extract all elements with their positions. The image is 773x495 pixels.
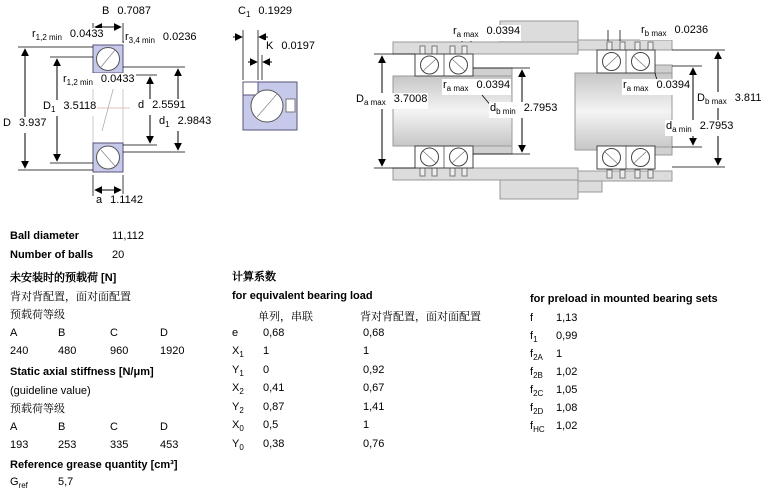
factor-value-paired: 1,41 <box>363 401 385 413</box>
preload-values-row <box>10 345 240 363</box>
calc-factors-subtitle: for equivalent bearing load <box>232 290 373 302</box>
dim-symbol: r <box>63 73 67 85</box>
factor-value: 1,02 <box>556 420 578 432</box>
dim-subscript: 2C <box>533 389 544 399</box>
stiffness-class-header: C <box>110 421 118 433</box>
dim-value: 0.0394 <box>486 25 521 37</box>
dim-symbol: Y <box>232 364 240 376</box>
preload-arrangement-note: 背对背配置，面对面配置 <box>10 291 131 303</box>
factor-symbol <box>530 330 538 344</box>
factor-row-X0 <box>232 419 532 437</box>
factor-value: 1,02 <box>556 366 578 378</box>
number-of-balls-value: 20 <box>112 249 125 261</box>
dim-subscript: 1 <box>533 335 538 345</box>
dim-symbol: f <box>530 348 534 360</box>
dim-value: 2.5591 <box>152 99 186 111</box>
grease-row <box>10 476 74 492</box>
preload-factor-row-f2D <box>530 402 650 420</box>
ball-diameter-row <box>10 230 144 243</box>
factor-row-X1 <box>232 345 532 363</box>
factor-symbol <box>232 382 244 396</box>
dim-symbol: d <box>138 99 145 111</box>
factor-value-single: 1 <box>263 345 270 357</box>
preload-class-header: B <box>58 327 66 339</box>
factor-symbol <box>530 384 543 398</box>
dim-value: 0.0197 <box>281 40 315 52</box>
dim-r34 <box>124 31 198 47</box>
calc-factors-header-row <box>232 308 532 326</box>
ball-diameter-label: Ball diameter <box>10 230 80 242</box>
dim-C1 <box>237 5 293 21</box>
dim-subscript: 2A <box>533 353 543 363</box>
stiffness-value: 335 <box>110 439 129 451</box>
factor-symbol <box>232 401 244 415</box>
preload-factor-row-fHC <box>530 420 650 438</box>
dim-subscript: 1 <box>239 350 244 360</box>
dim-value: 0.0394 <box>656 79 691 91</box>
factor-value-paired: 0,68 <box>363 327 385 339</box>
factor-symbol <box>232 419 244 433</box>
preload-factor-row-f <box>530 312 650 330</box>
dim-symbol: a <box>96 194 103 206</box>
dim-value: 1.1142 <box>110 194 143 206</box>
dim-subscript: HC <box>533 425 545 435</box>
dim-D1 <box>42 100 97 116</box>
stiffness-class-header: A <box>10 421 18 433</box>
factor-value-single: 0,87 <box>263 401 285 413</box>
preload-class-header: A <box>10 327 18 339</box>
dim-rb-max <box>640 24 709 40</box>
stiffness-title: Static axial stiffness [N/μm] <box>10 366 154 378</box>
dim-subscript: a max <box>363 98 386 108</box>
factor-symbol <box>232 364 244 378</box>
dim-symbol: Y <box>232 438 240 450</box>
stiffness-value: 193 <box>10 439 29 451</box>
factor-value: 1,13 <box>556 312 578 324</box>
preload-value: 960 <box>110 345 129 357</box>
dim-symbol: K <box>266 40 274 52</box>
dim-value: 2.9843 <box>177 115 212 127</box>
preload-value: 240 <box>10 345 29 357</box>
dim-subscript: a max <box>456 30 479 40</box>
grease-symbol <box>10 476 28 491</box>
dim-symbol: f <box>530 420 534 432</box>
calc-factors-title: 计算系数 <box>232 271 276 283</box>
dim-subscript: 3,4 min <box>128 36 155 46</box>
dim-subscript: 2 <box>239 387 244 397</box>
dim-symbol: f <box>530 366 534 378</box>
dim-symbol: G <box>10 476 19 488</box>
dim-value: 0.1929 <box>258 5 293 17</box>
dim-value: 0.0236 <box>162 31 197 43</box>
dim-subscript: b max <box>644 29 667 39</box>
dim-d <box>137 99 187 115</box>
dim-value: 3.5118 <box>63 100 97 112</box>
dim-symbol: Y <box>232 401 240 413</box>
factor-value-single: 0,5 <box>263 419 279 431</box>
dim-symbol: D <box>697 92 705 104</box>
dim-subscript: 2 <box>239 406 244 416</box>
dim-value: 2.7953 <box>699 120 734 132</box>
preload-unmounted-title: 未安装时的预载荷 [N] <box>10 272 117 284</box>
dim-subscript: 2D <box>533 407 544 417</box>
factor-value-paired: 0,76 <box>363 438 385 450</box>
bearing-outline <box>243 82 297 130</box>
dim-ra-max-mid <box>442 79 511 95</box>
dim-value: 0.0433 <box>69 28 104 40</box>
dim-symbol: r <box>125 31 129 43</box>
dim-symbol: f <box>530 312 534 324</box>
dim-value: 0.0236 <box>674 24 709 36</box>
stiffness-value: 253 <box>58 439 77 451</box>
dim-subscript: 1 <box>165 120 170 130</box>
preload-class-header-row <box>10 327 240 345</box>
dim-symbol: X <box>232 382 240 394</box>
preload-factor-row-f2C <box>530 384 650 402</box>
preload-class-header: D <box>160 327 168 339</box>
stiffness-class-label: 预载荷等级 <box>10 403 65 415</box>
dim-subscript: b max <box>704 97 727 107</box>
dim-a <box>95 194 144 210</box>
dim-subscript: a max <box>626 84 649 94</box>
dim-symbol: f <box>530 402 534 414</box>
dim-Da-max <box>355 93 428 109</box>
dim-value: 3.937 <box>18 117 47 129</box>
preload-factor-row-f2B <box>530 366 650 384</box>
calc-col2-header: 背对背配置，面对面配置 <box>360 311 481 323</box>
dim-symbol: e <box>232 327 239 339</box>
factor-row-X2 <box>232 382 532 400</box>
factor-value-paired: 0,67 <box>363 382 385 394</box>
factor-value: 1,05 <box>556 384 578 396</box>
dim-symbol: f <box>530 330 534 342</box>
dim-subscript: a max <box>446 84 469 94</box>
mounted-pair-drawing-shaft <box>575 18 773 208</box>
dim-ra-max-top <box>452 25 521 41</box>
dim-symbol: X <box>232 345 240 357</box>
dim-subscript: 1 <box>50 105 56 115</box>
factor-row-Y1 <box>232 364 532 382</box>
dim-symbol: X <box>232 419 240 431</box>
dim-subscript: a min <box>672 125 692 135</box>
bearing-detail-drawing <box>230 0 342 165</box>
dim-value: 0.0433 <box>100 73 135 85</box>
dim-symbol: d <box>666 120 673 132</box>
dim-symbol: r <box>443 79 447 91</box>
calc-col1-header: 单列，串联 <box>258 311 313 323</box>
factor-symbol <box>232 327 238 341</box>
dim-symbol: r <box>32 28 36 40</box>
dim-value: 3.7008 <box>393 93 428 105</box>
factor-value-paired: 1 <box>363 419 370 431</box>
factor-symbol <box>530 348 543 362</box>
dim-r12-mid <box>62 73 136 89</box>
dim-r12-top <box>31 28 105 44</box>
preload-value: 1920 <box>160 345 185 357</box>
stiffness-value: 453 <box>160 439 179 451</box>
dim-Db-max <box>696 92 762 108</box>
dim-ra-max <box>622 79 691 95</box>
factor-symbol <box>530 366 543 380</box>
dim-symbol: B <box>102 5 110 17</box>
dim-symbol: r <box>453 25 457 37</box>
dim-value: 0.0394 <box>476 79 511 91</box>
dim-subscript: 0 <box>239 424 244 434</box>
dim-subscript: 1 <box>245 10 251 20</box>
stiffness-class-header-row <box>10 421 240 439</box>
stiffness-class-header: D <box>160 421 168 433</box>
dim-symbol: r <box>641 24 645 36</box>
number-of-balls-row <box>10 249 124 262</box>
factor-value-single: 0,68 <box>263 327 285 339</box>
dim-symbol: d <box>490 102 497 114</box>
grease-title: Reference grease quantity [cm³] <box>10 459 178 471</box>
dim-symbol: C <box>238 5 246 17</box>
dim-value: 3.811 <box>734 92 762 104</box>
dim-value: 0.7087 <box>117 5 151 17</box>
ball-diameter-value: 11,112 <box>112 230 145 242</box>
number-of-balls-label: Number of balls <box>10 249 94 261</box>
preload-factor-row-f1 <box>530 330 650 348</box>
factor-symbol <box>232 345 244 359</box>
dim-D <box>2 117 47 133</box>
preload-factors-title: for preload in mounted bearing sets <box>530 293 718 305</box>
dim-d1 <box>158 115 212 131</box>
factor-value-paired: 1 <box>363 345 370 357</box>
preload-class-label: 预载荷等级 <box>10 309 65 321</box>
preload-class-header: C <box>110 327 118 339</box>
dim-symbol: d <box>159 115 166 127</box>
dim-symbol: D <box>3 117 11 129</box>
dim-subscript: 1,2 min <box>66 78 93 88</box>
dim-symbol: f <box>530 384 534 396</box>
factor-row-Y2 <box>232 401 532 419</box>
factor-value-single: 0 <box>263 364 270 376</box>
factor-value-single: 0,41 <box>263 382 285 394</box>
stiffness-values-row <box>10 439 240 457</box>
dim-da-min <box>665 120 734 136</box>
factor-symbol <box>232 438 244 452</box>
dim-B <box>101 5 152 21</box>
stiffness-note: (guideline value) <box>10 385 91 397</box>
factor-symbol <box>530 402 543 416</box>
preload-factor-row-f2A <box>530 348 650 366</box>
dim-K <box>265 40 316 56</box>
dim-subscript: ref <box>18 481 28 491</box>
factor-row-e <box>232 327 532 345</box>
dim-subscript: b min <box>496 107 516 117</box>
dim-symbol: D <box>43 100 51 112</box>
dim-subscript: 1,2 min <box>35 33 62 43</box>
stiffness-class-header: B <box>58 421 66 433</box>
factor-row-Y0 <box>232 438 532 456</box>
dim-subscript: 1 <box>239 369 244 379</box>
dim-subscript: 0 <box>239 443 244 453</box>
factor-value-single: 0,38 <box>263 438 285 450</box>
factor-value-paired: 0,92 <box>363 364 385 376</box>
dim-symbol: r <box>623 79 627 91</box>
factor-value: 1,08 <box>556 402 578 414</box>
factor-value: 0,99 <box>556 330 578 342</box>
preload-value: 480 <box>58 345 77 357</box>
dim-subscript: 2B <box>533 371 543 381</box>
grease-value: 5,7 <box>58 476 74 488</box>
dim-symbol: D <box>356 93 364 105</box>
dim-value: 2.7953 <box>523 102 558 114</box>
factor-symbol <box>530 312 533 326</box>
dim-db-min <box>489 102 558 118</box>
factor-symbol <box>530 420 545 434</box>
factor-value: 1 <box>556 348 563 360</box>
